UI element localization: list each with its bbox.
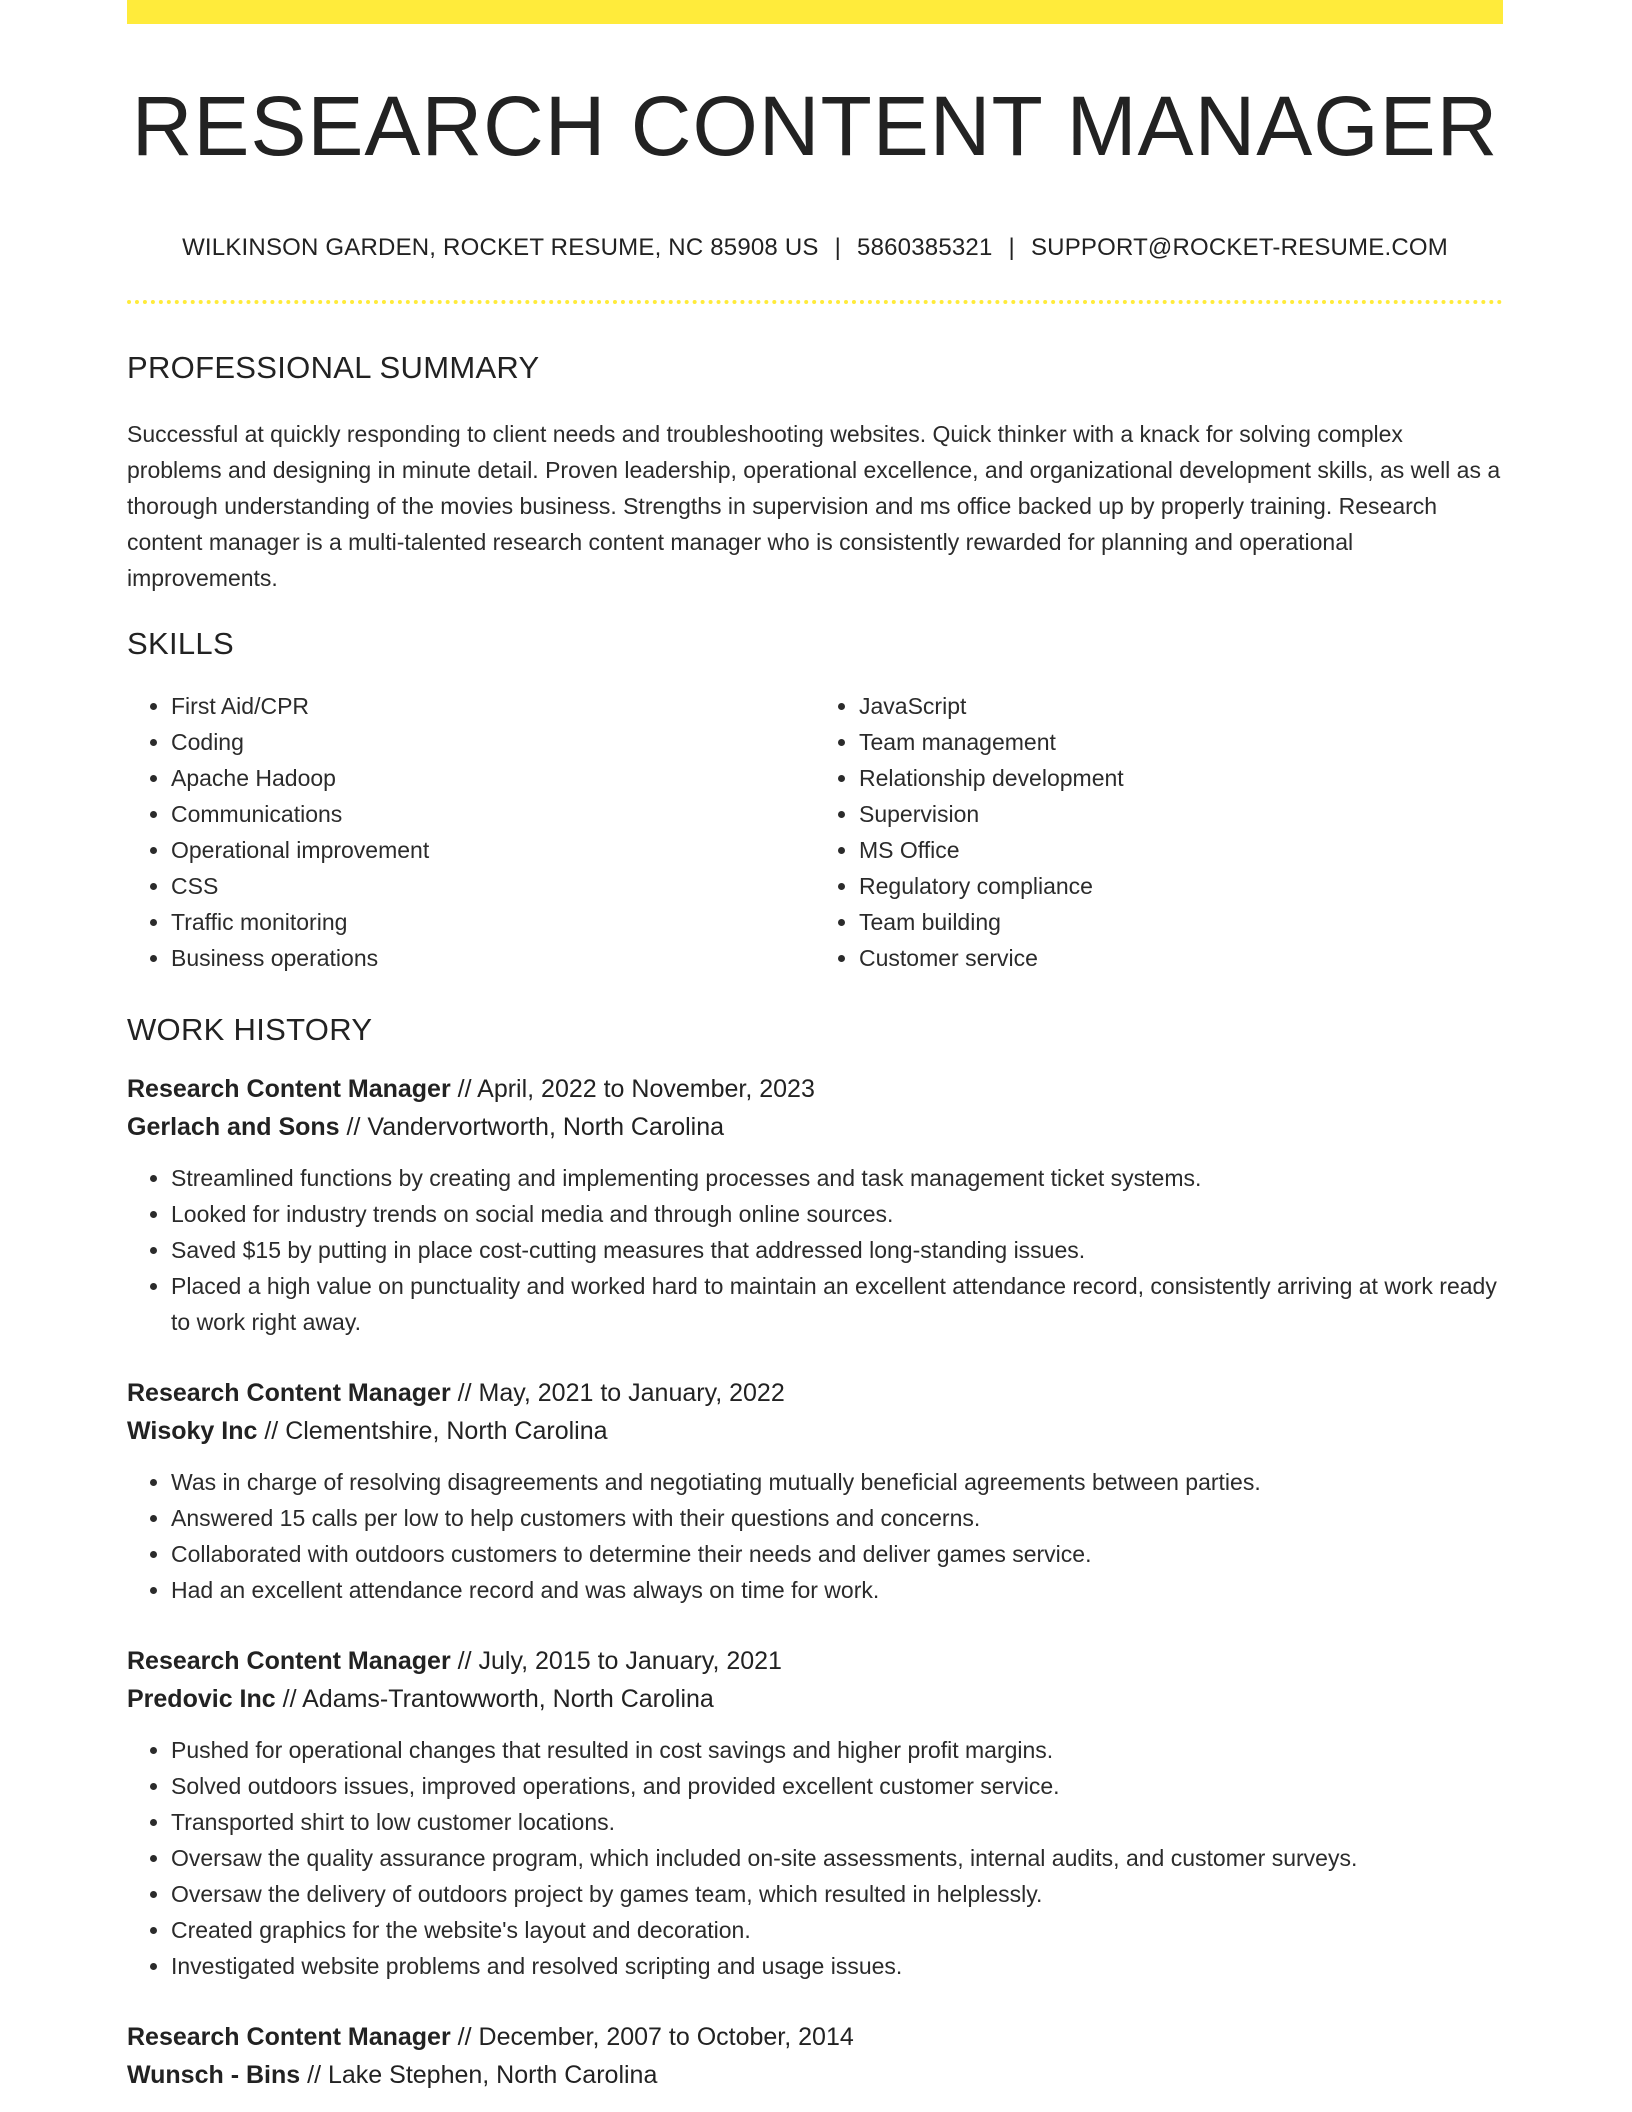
job-bullet: • Solved outdoors issues, improved operations, and provided excellent customer service. (171, 1768, 1503, 1804)
skill-item: • Communications (171, 796, 815, 832)
job-bullet: • Created graphics for the website's layout and decoration. (171, 1912, 1503, 1948)
job-divider: // (457, 2023, 472, 2051)
job-role: Research Content Manager (127, 1075, 451, 1103)
job-company-line (127, 1412, 1503, 1450)
resume-title: RESEARCH CONTENT MANAGER (131, 79, 1499, 173)
job-divider: // (457, 1075, 472, 1103)
summary-text: Successful at quickly responding to client needs and troubleshooting websites. Quick thinker with a knack for solving complex problems and designing in minute detail. Proven leadership, operational excellence, and organizational development skills, as well as a thorough understanding of the movies business. Strengths in supervision and ms office backed up by properly training. Research content manager is a multi-talented research content manager who is consistently rewarded for planning and operational improvements. (127, 421, 1501, 591)
resume-page (127, 0, 1503, 2094)
job-bullet: • Investigated website problems and resolved scripting and usage issues. (171, 1948, 1503, 1984)
job-bullet: • Streamlined functions by creating and implementing processes and task management ticket systems. (171, 1160, 1503, 1196)
job-bullets (127, 1732, 1503, 1984)
job-location: Vandervortworth, North Carolina (367, 1113, 725, 1141)
job-bullet: • Answered 15 calls per low to help customers with their questions and concerns. (171, 1500, 1503, 1536)
skill-item: • First Aid/CPR (171, 688, 815, 724)
job-title-line (127, 1070, 1503, 1108)
job-location: Adams-Trantowworth, North Carolina (302, 1685, 714, 1713)
job-company-line (127, 2056, 1503, 2094)
skill-item: • Supervision (859, 796, 1503, 832)
job-bullet: • Oversaw the delivery of outdoors project by games team, which resulted in helplessly. (171, 1876, 1503, 1912)
job-bullet: • Pushed for operational changes that resulted in cost savings and higher profit margins. (171, 1732, 1503, 1768)
skill-item: • Team building (859, 904, 1503, 940)
job-bullet: • Had an excellent attendance record and was always on time for work. (171, 1572, 1503, 1608)
job-role: Research Content Manager (127, 1379, 451, 1407)
job-dates: May, 2021 to January, 2022 (478, 1379, 785, 1407)
job-bullet: • Oversaw the quality assurance program, which included on-site assessments, internal audits, and customer surveys. (171, 1840, 1503, 1876)
job-bullet: • Collaborated with outdoors customers to determine their needs and deliver games service. (171, 1536, 1503, 1572)
job-bullets (127, 1464, 1503, 1608)
summary-heading: PROFESSIONAL SUMMARY (127, 350, 540, 385)
job-divider: // (264, 1417, 279, 1445)
job-entry (127, 1374, 1503, 1608)
contact-email[interactable]: SUPPORT@ROCKET-RESUME.COM (1030, 234, 1448, 261)
job-company: Gerlach and Sons (127, 1113, 340, 1141)
skill-item: • Team management (859, 724, 1503, 760)
contact-address: WILKINSON GARDEN, ROCKET RESUME, NC 85908 US (182, 234, 819, 261)
skill-item: • Apache Hadoop (171, 760, 815, 796)
job-company-line (127, 1108, 1503, 1146)
job-company-line (127, 1680, 1503, 1718)
job-bullet: • Transported shirt to low customer locations. (171, 1804, 1503, 1840)
job-dates: December, 2007 to October, 2014 (478, 2023, 854, 2051)
skill-item: • Operational improvement (171, 832, 815, 868)
job-role: Research Content Manager (127, 1647, 451, 1675)
skills-column-left (127, 688, 815, 976)
job-dates: July, 2015 to January, 2021 (478, 1647, 782, 1675)
skills-heading: SKILLS (127, 626, 234, 661)
skills-column-right (815, 688, 1503, 976)
skill-item: • Business operations (171, 940, 815, 976)
job-company: Predovic Inc (127, 1685, 276, 1713)
job-title-line (127, 1642, 1503, 1680)
accent-top-bar (127, 0, 1503, 24)
skill-item: • CSS (171, 868, 815, 904)
job-divider: // (282, 1685, 297, 1713)
job-location: Lake Stephen, North Carolina (327, 2061, 658, 2089)
job-entry (127, 2018, 1503, 2094)
skill-item: • Traffic monitoring (171, 904, 815, 940)
contact-separator: | (1008, 234, 1015, 261)
job-location: Clementshire, North Carolina (285, 1417, 608, 1445)
job-bullet: • Looked for industry trends on social media and through online sources. (171, 1196, 1503, 1232)
skill-item: • Coding (171, 724, 815, 760)
job-bullet: • Placed a high value on punctuality and worked hard to maintain an excellent attendance record, consistently arriving at work ready to work right away. (171, 1268, 1503, 1340)
job-bullet: • Saved $15 by putting in place cost-cutting measures that addressed long-standing issues. (171, 1232, 1503, 1268)
job-title-line (127, 2018, 1503, 2056)
skill-item: • JavaScript (859, 688, 1503, 724)
job-entry (127, 1642, 1503, 1984)
work-history-list (127, 1070, 1503, 2094)
job-dates: April, 2022 to November, 2023 (477, 1075, 815, 1103)
work-history-heading: WORK HISTORY (127, 1012, 373, 1047)
job-divider: // (346, 1113, 361, 1141)
skill-item: • Customer service (859, 940, 1503, 976)
skill-item: • MS Office (859, 832, 1503, 868)
job-company: Wunsch - Bins (127, 2061, 301, 2089)
dotted-divider (127, 300, 1503, 304)
job-bullets (127, 1160, 1503, 1340)
job-divider: // (457, 1379, 472, 1407)
skill-item: • Regulatory compliance (859, 868, 1503, 904)
job-entry (127, 1070, 1503, 1340)
contact-phone[interactable]: 5860385321 (857, 234, 993, 261)
job-divider: // (307, 2061, 322, 2089)
job-divider: // (457, 1647, 472, 1675)
job-bullet: • Was in charge of resolving disagreements and negotiating mutually beneficial agreements between parties. (171, 1464, 1503, 1500)
skills-grid (127, 688, 1503, 976)
job-role: Research Content Manager (127, 2023, 451, 2051)
skill-item: • Relationship development (859, 760, 1503, 796)
job-title-line (127, 1374, 1503, 1412)
contact-separator: | (834, 234, 842, 261)
contact-line (127, 234, 1503, 262)
job-company: Wisoky Inc (127, 1417, 258, 1445)
